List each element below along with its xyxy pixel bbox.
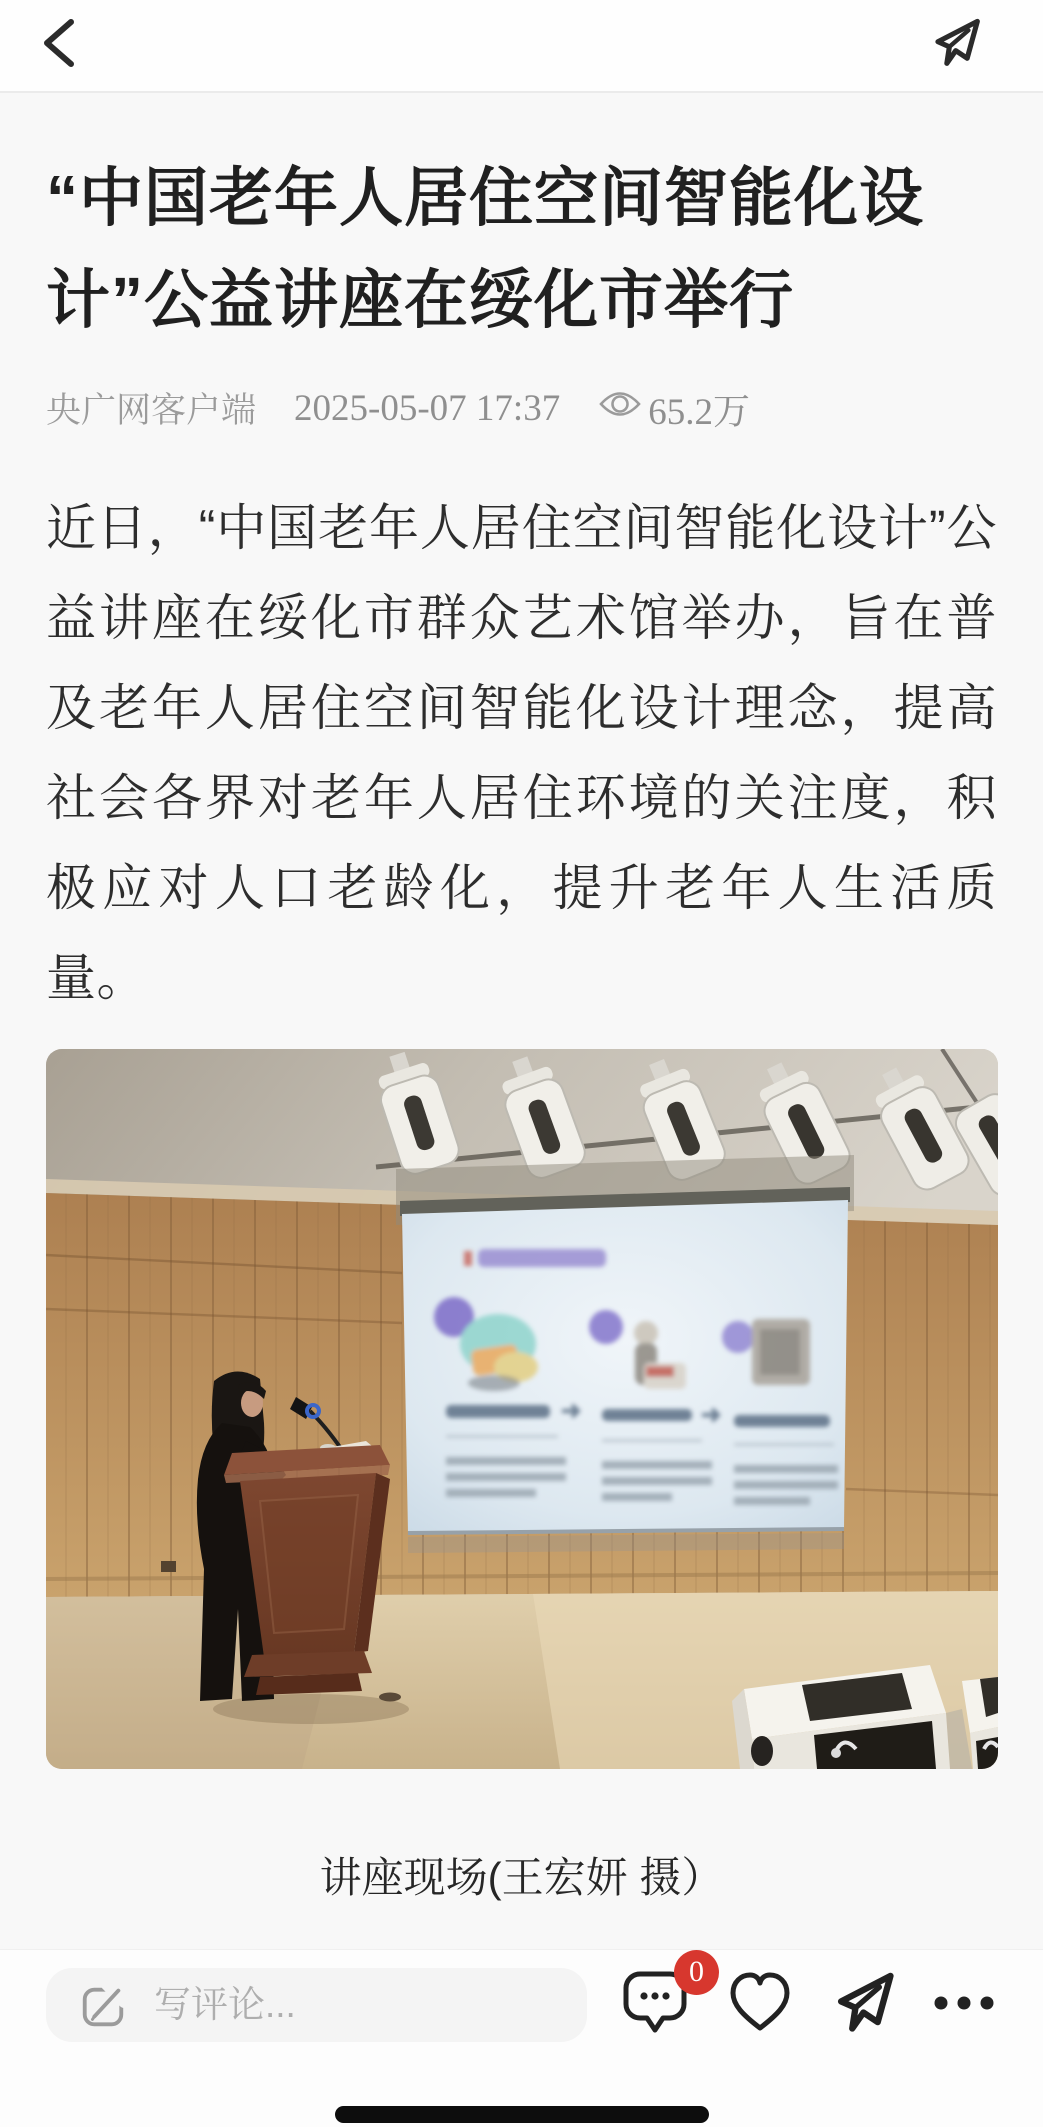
article-meta (46, 381, 997, 435)
home-indicator[interactable] (335, 2106, 709, 2123)
share-button-bottom[interactable] (830, 1968, 900, 2043)
article-content (0, 147, 1043, 1905)
like-button[interactable] (724, 1968, 796, 2043)
comment-count-badge: 0 (674, 1950, 719, 1995)
top-nav-bar (0, 0, 1043, 93)
view-count-value: 65.2万 (648, 392, 750, 433)
paper-plane-icon (929, 15, 985, 76)
heart-icon (724, 1968, 796, 2043)
ellipsis-icon (933, 1995, 995, 2016)
photo-projection-screen (400, 1187, 850, 1553)
comment-button[interactable] (619, 1955, 704, 2045)
share-button-top[interactable] (929, 15, 985, 76)
back-button[interactable] (38, 17, 80, 74)
article-title: “中国老年人居住空间智能化设计”公益讲座在绥化市举行 (46, 162, 924, 336)
source-label: 央广网客户端 (46, 391, 257, 430)
more-button[interactable] (933, 1995, 995, 2016)
bottom-action-bar (0, 1949, 1043, 2127)
comment-input-pill[interactable] (46, 1968, 587, 2042)
photo-caption: 讲座现场(王宏妍 摄） (319, 1854, 724, 1901)
article-photo[interactable] (46, 1049, 998, 1769)
chevron-left-icon (38, 17, 80, 74)
comment-input[interactable] (46, 1968, 587, 2042)
paper-plane-icon (830, 1968, 900, 2043)
article-body: 近日，“中国老年人居住空间智能化设计”公益讲座在绥化市群众艺术馆举办，旨在普及老年人居住空间智能化设计理念，提高社会各界对老年人居住环境的关注度，积极应对人口老龄化，提升老年人生活质量。 (46, 500, 997, 1006)
publish-date: 2025-05-07 17:37 (294, 387, 561, 429)
view-count (598, 381, 750, 435)
eye-icon (598, 388, 642, 429)
